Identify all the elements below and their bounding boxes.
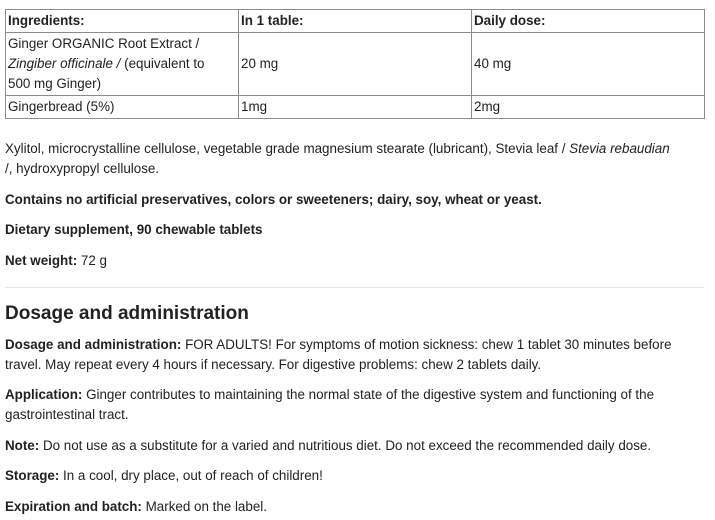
- table-header-row: [6, 10, 705, 33]
- section-title: Dosage and administration: [5, 303, 249, 324]
- ingredient-name: Ginger ORGANIC Root Extract /: [8, 36, 200, 51]
- dosage-label: Dosage and administration:: [5, 337, 182, 352]
- table-row: [6, 33, 705, 96]
- dosage-text: FOR ADULTS! For symptoms of motion sickness: chew 1 tablet 30 minutes before travel. May repeat every 4 hours if necessary. For digestive problems: chew 2 tablets daily.: [5, 337, 672, 372]
- ingredients-table: [5, 9, 705, 119]
- supplement-statement: Dietary supplement, 90 chewable tablets: [5, 222, 263, 237]
- expiration-text: Marked on the label.: [141, 499, 267, 514]
- other-ingredients-start: Xylitol, microcrystalline cellulose, vegetable grade magnesium stearate (lubricant), Stevia leaf /: [5, 141, 570, 156]
- storage-paragraph: [5, 466, 705, 486]
- other-ingredients-text: [5, 139, 705, 179]
- storage-label: Storage:: [5, 468, 60, 483]
- note-paragraph: [5, 436, 705, 456]
- per-tablet-cell: 1mg: [239, 96, 472, 119]
- daily-dose-cell: 2mg: [472, 96, 705, 119]
- dosage-paragraph: [5, 335, 705, 375]
- other-ingredients-end: /, hydroxypropyl cellulose.: [5, 161, 160, 176]
- net-weight-label: Net weight:: [5, 253, 78, 268]
- storage-text: In a cool, dry place, out of reach of children!: [59, 468, 323, 483]
- stevia-latin-name: Stevia rebaudian: [569, 141, 670, 156]
- table-row: [6, 96, 705, 119]
- ingredient-cell: Gingerbread (5%): [6, 96, 239, 119]
- section-divider: [5, 287, 704, 288]
- note-label: Note:: [5, 438, 40, 453]
- application-label: Application:: [5, 387, 83, 402]
- per-tablet-cell: 20 mg: [239, 33, 472, 96]
- ingredient-latin-name: Zingiber officinale /: [8, 56, 121, 71]
- application-paragraph: [5, 385, 705, 425]
- ingredients-table-wrapper: [5, 9, 704, 119]
- header-per-tablet: In 1 table:: [239, 10, 472, 33]
- header-ingredients: Ingredients:: [6, 10, 239, 33]
- ingredient-cell: [6, 33, 239, 96]
- header-daily-dose: Daily dose:: [472, 10, 705, 33]
- ingredient-equivalent: (equivalent to: [120, 56, 205, 71]
- expiration-paragraph: [5, 497, 705, 517]
- expiration-label: Expiration and batch:: [5, 499, 142, 514]
- net-weight-value: 72 g: [77, 253, 107, 268]
- note-text: Do not use as a substitute for a varied and nutritious diet. Do not exceed the recommended daily dose.: [39, 438, 652, 453]
- free-from-statement: Contains no artificial preservatives, colors or sweeteners; dairy, soy, wheat or yeast.: [5, 192, 542, 207]
- application-text: Ginger contributes to maintaining the normal state of the digestive system and functioning of the gastrointestinal tract.: [5, 387, 655, 422]
- daily-dose-cell: 40 mg: [472, 33, 705, 96]
- ingredient-equivalent-amount: 500 mg Ginger): [8, 76, 102, 91]
- net-weight: [5, 251, 705, 271]
